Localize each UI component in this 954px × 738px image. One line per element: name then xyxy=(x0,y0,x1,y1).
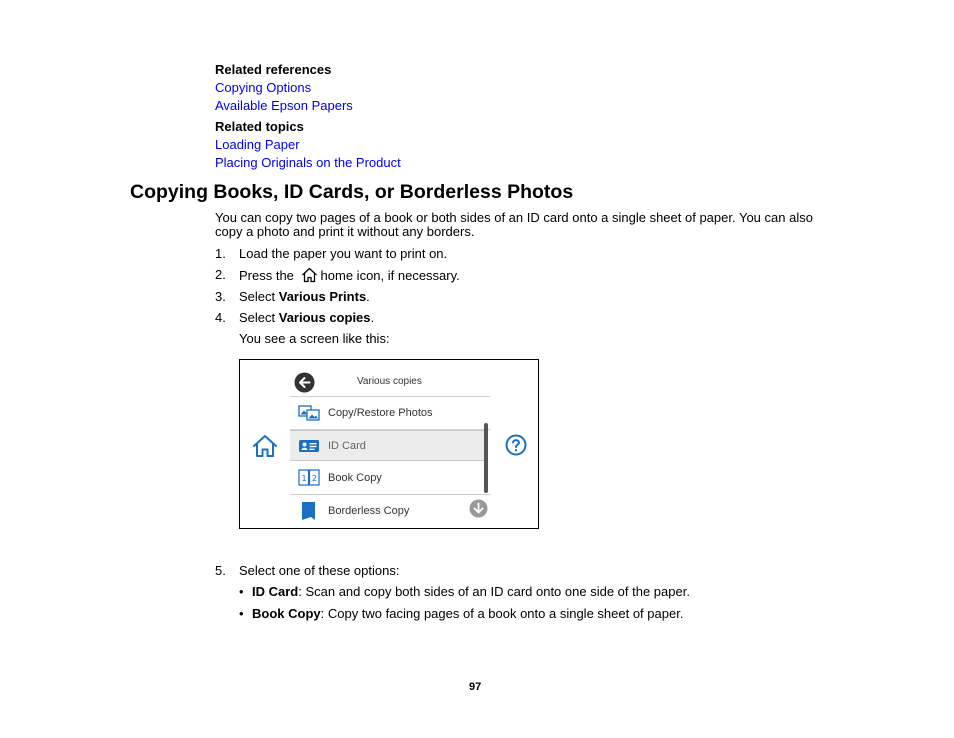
back-arrow-icon[interactable] xyxy=(294,372,315,396)
option-label: ID Card xyxy=(252,584,299,599)
menu-divider xyxy=(290,494,490,495)
screen-title: Various copies xyxy=(357,376,422,387)
photo-restore-icon xyxy=(298,404,320,422)
menu-item-book-copy[interactable] xyxy=(290,463,486,494)
step-2-pre: Press the xyxy=(239,268,294,283)
step-4-post: . xyxy=(370,310,375,325)
menu-item-borderless-copy[interactable] xyxy=(290,496,486,527)
step-3-number: 3. xyxy=(215,289,226,304)
menu-item-label: Borderless Copy xyxy=(328,505,410,517)
home-icon[interactable] xyxy=(252,434,278,461)
menu-item-label: Book Copy xyxy=(328,472,382,484)
step-4-text xyxy=(239,310,374,325)
option-book-copy xyxy=(252,606,683,621)
step-number: 1. xyxy=(215,246,226,261)
option-bullet: • xyxy=(239,606,244,621)
related-references-heading: Related references xyxy=(215,62,332,77)
option-label: Book Copy xyxy=(252,606,321,621)
home-icon xyxy=(301,267,318,286)
book-copy-icon xyxy=(298,469,320,487)
scrollbar[interactable] xyxy=(484,423,488,493)
step-4-number: 4. xyxy=(215,310,226,325)
link-placing-originals[interactable]: Placing Originals on the Product xyxy=(215,155,401,170)
section-title: Copying Books, ID Cards, or Borderless Photos xyxy=(130,181,574,203)
option-id-card xyxy=(252,584,690,599)
screen-intro: You see a screen like this: xyxy=(239,331,390,346)
step-3-bold: Various Prints xyxy=(278,289,367,304)
option-bullet: • xyxy=(239,584,244,599)
step-3-pre: Select xyxy=(239,289,279,304)
step-3-post: . xyxy=(366,289,370,304)
link-copying-options[interactable]: Copying Options xyxy=(215,80,312,95)
menu-item-id-card[interactable] xyxy=(290,430,486,461)
link-available-epson-papers[interactable]: Available Epson Papers xyxy=(215,98,353,113)
help-icon[interactable] xyxy=(505,434,527,459)
related-topics-heading: Related topics xyxy=(215,119,304,134)
link-loading-paper[interactable]: Loading Paper xyxy=(215,137,300,152)
svg-text:1: 1 xyxy=(301,474,307,483)
step-1-text: Load the paper you want to print on. xyxy=(239,246,448,261)
option-description: : Scan and copy both sides of an ID card onto one side of the paper. xyxy=(298,584,690,599)
menu-item-label: Copy/Restore Photos xyxy=(328,407,433,419)
menu-item-copy-restore-photos[interactable] xyxy=(290,398,486,429)
step-2-text xyxy=(239,267,460,286)
borderless-copy-icon xyxy=(298,502,320,520)
header-divider xyxy=(290,396,490,397)
arrow-down-icon[interactable] xyxy=(469,499,488,521)
option-description: : Copy two facing pages of a book onto a single sheet of paper. xyxy=(320,606,684,621)
step-5-number: 5. xyxy=(215,563,226,578)
intro-line-2: copy a photo and print it without any borders. xyxy=(215,224,475,239)
step-2-post: home icon, if necessary. xyxy=(320,268,460,283)
step-4-pre: Select xyxy=(239,310,279,325)
page-number: 97 xyxy=(469,681,482,693)
intro-line-1: You can copy two pages of a book or both sides of an ID card onto a single sheet of paper. You can also xyxy=(215,210,813,225)
step-3-text xyxy=(239,289,370,304)
id-card-icon xyxy=(298,437,320,455)
device-screen xyxy=(239,359,539,529)
step-2-number: 2. xyxy=(215,267,226,282)
step-4-bold: Various copies xyxy=(278,310,371,325)
svg-text:2: 2 xyxy=(312,474,318,483)
step-5-text: Select one of these options: xyxy=(239,563,400,578)
step-1 xyxy=(215,246,226,261)
menu-item-label: ID Card xyxy=(328,440,366,452)
